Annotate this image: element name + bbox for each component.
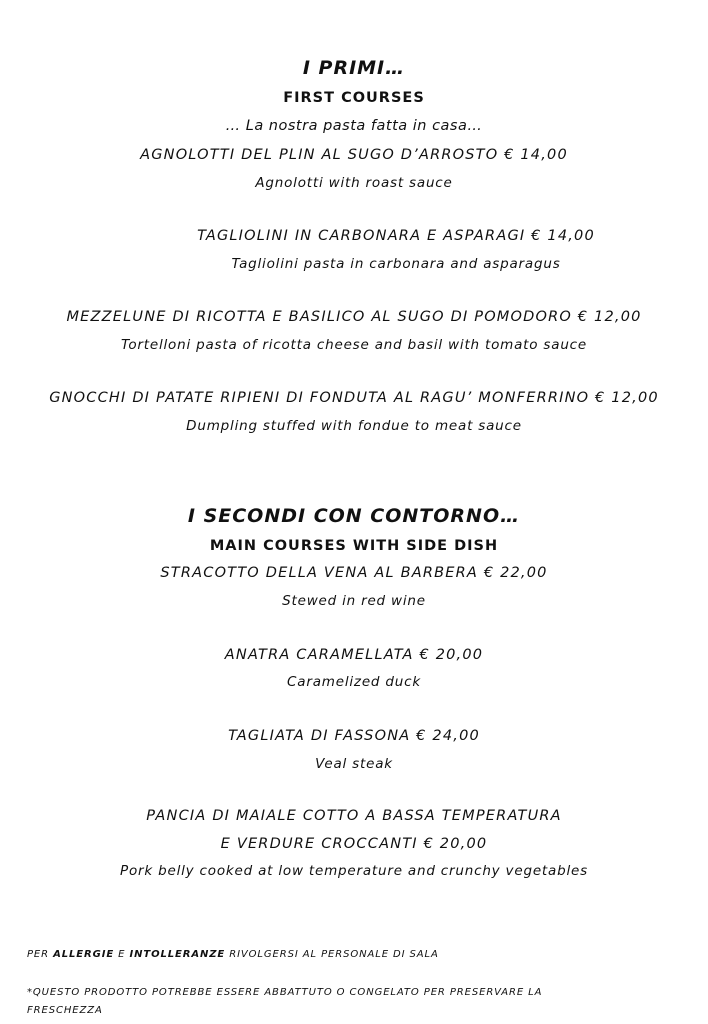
intolerance-word: INTOLLERANZE [129,949,226,960]
dish-description: Dumpling stuffed with fondue to meat sauce [186,418,522,434]
allergy-word: ALLERGIE [53,949,115,960]
frozen-product-note: *QUESTO PRODOTTO POTREBBE ESSERE ABBATTUTO O CONGELATO PER PRESERVARE LA FRESCHEZZA [27,987,543,1016]
dish-name: TAGLIOLINI IN CARBONARA E ASPARAGI € 14,00 [197,228,595,244]
secondi-subtitle: MAIN COURSES WITH SIDE DISH [209,538,499,554]
allergy-mid: E [114,949,130,960]
dish-description: Caramelized duck [287,674,421,690]
allergy-notice [27,946,587,964]
allergy-suffix: RIVOLGERSI AL PERSONALE DI SALA [225,949,439,960]
dish-description: Pork belly cooked at low temperature and crunchy vegetables [120,863,588,879]
dish-description: Veal steak [315,756,393,772]
dish-name: STRACOTTO DELLA VENA AL BARBERA € 22,00 [160,565,548,581]
primi-intro: … La nostra pasta fatta in casa… [225,118,483,134]
secondi-title: I SECONDI CON CONTORNO… [187,505,521,527]
dish-name: AGNOLOTTI DEL PLIN AL SUGO D’ARROSTO € 14,00 [140,147,568,163]
dish-name: MEZZELUNE DI RICOTTA E BASILICO AL SUGO DI POMODORO € 12,00 [66,309,642,325]
dish-description: Tagliolini pasta in carbonara and asparagus [231,256,561,272]
dish-name: TAGLIATA DI FASSONA € 24,00 [228,728,480,744]
dish-name: GNOCCHI DI PATATE RIPIENI DI FONDUTA AL RAGU’ MONFERRINO € 12,00 [49,390,659,406]
dish-name: PANCIA DI MAIALE COTTO A BASSA TEMPERATURA [146,808,562,824]
dish-description: Agnolotti with roast sauce [255,175,453,191]
dish-name: E VERDURE CROCCANTI € 20,00 [220,836,488,852]
dish-description: Tortelloni pasta of ricotta cheese and basil with tomato sauce [120,337,588,353]
primi-title: I PRIMI… [302,57,406,79]
allergy-prefix: PER [27,949,54,960]
primi-subtitle: FIRST COURSES [283,90,425,106]
dish-description: Stewed in red wine [282,593,426,609]
dish-name: ANATRA CARAMELLATA € 20,00 [224,647,484,663]
